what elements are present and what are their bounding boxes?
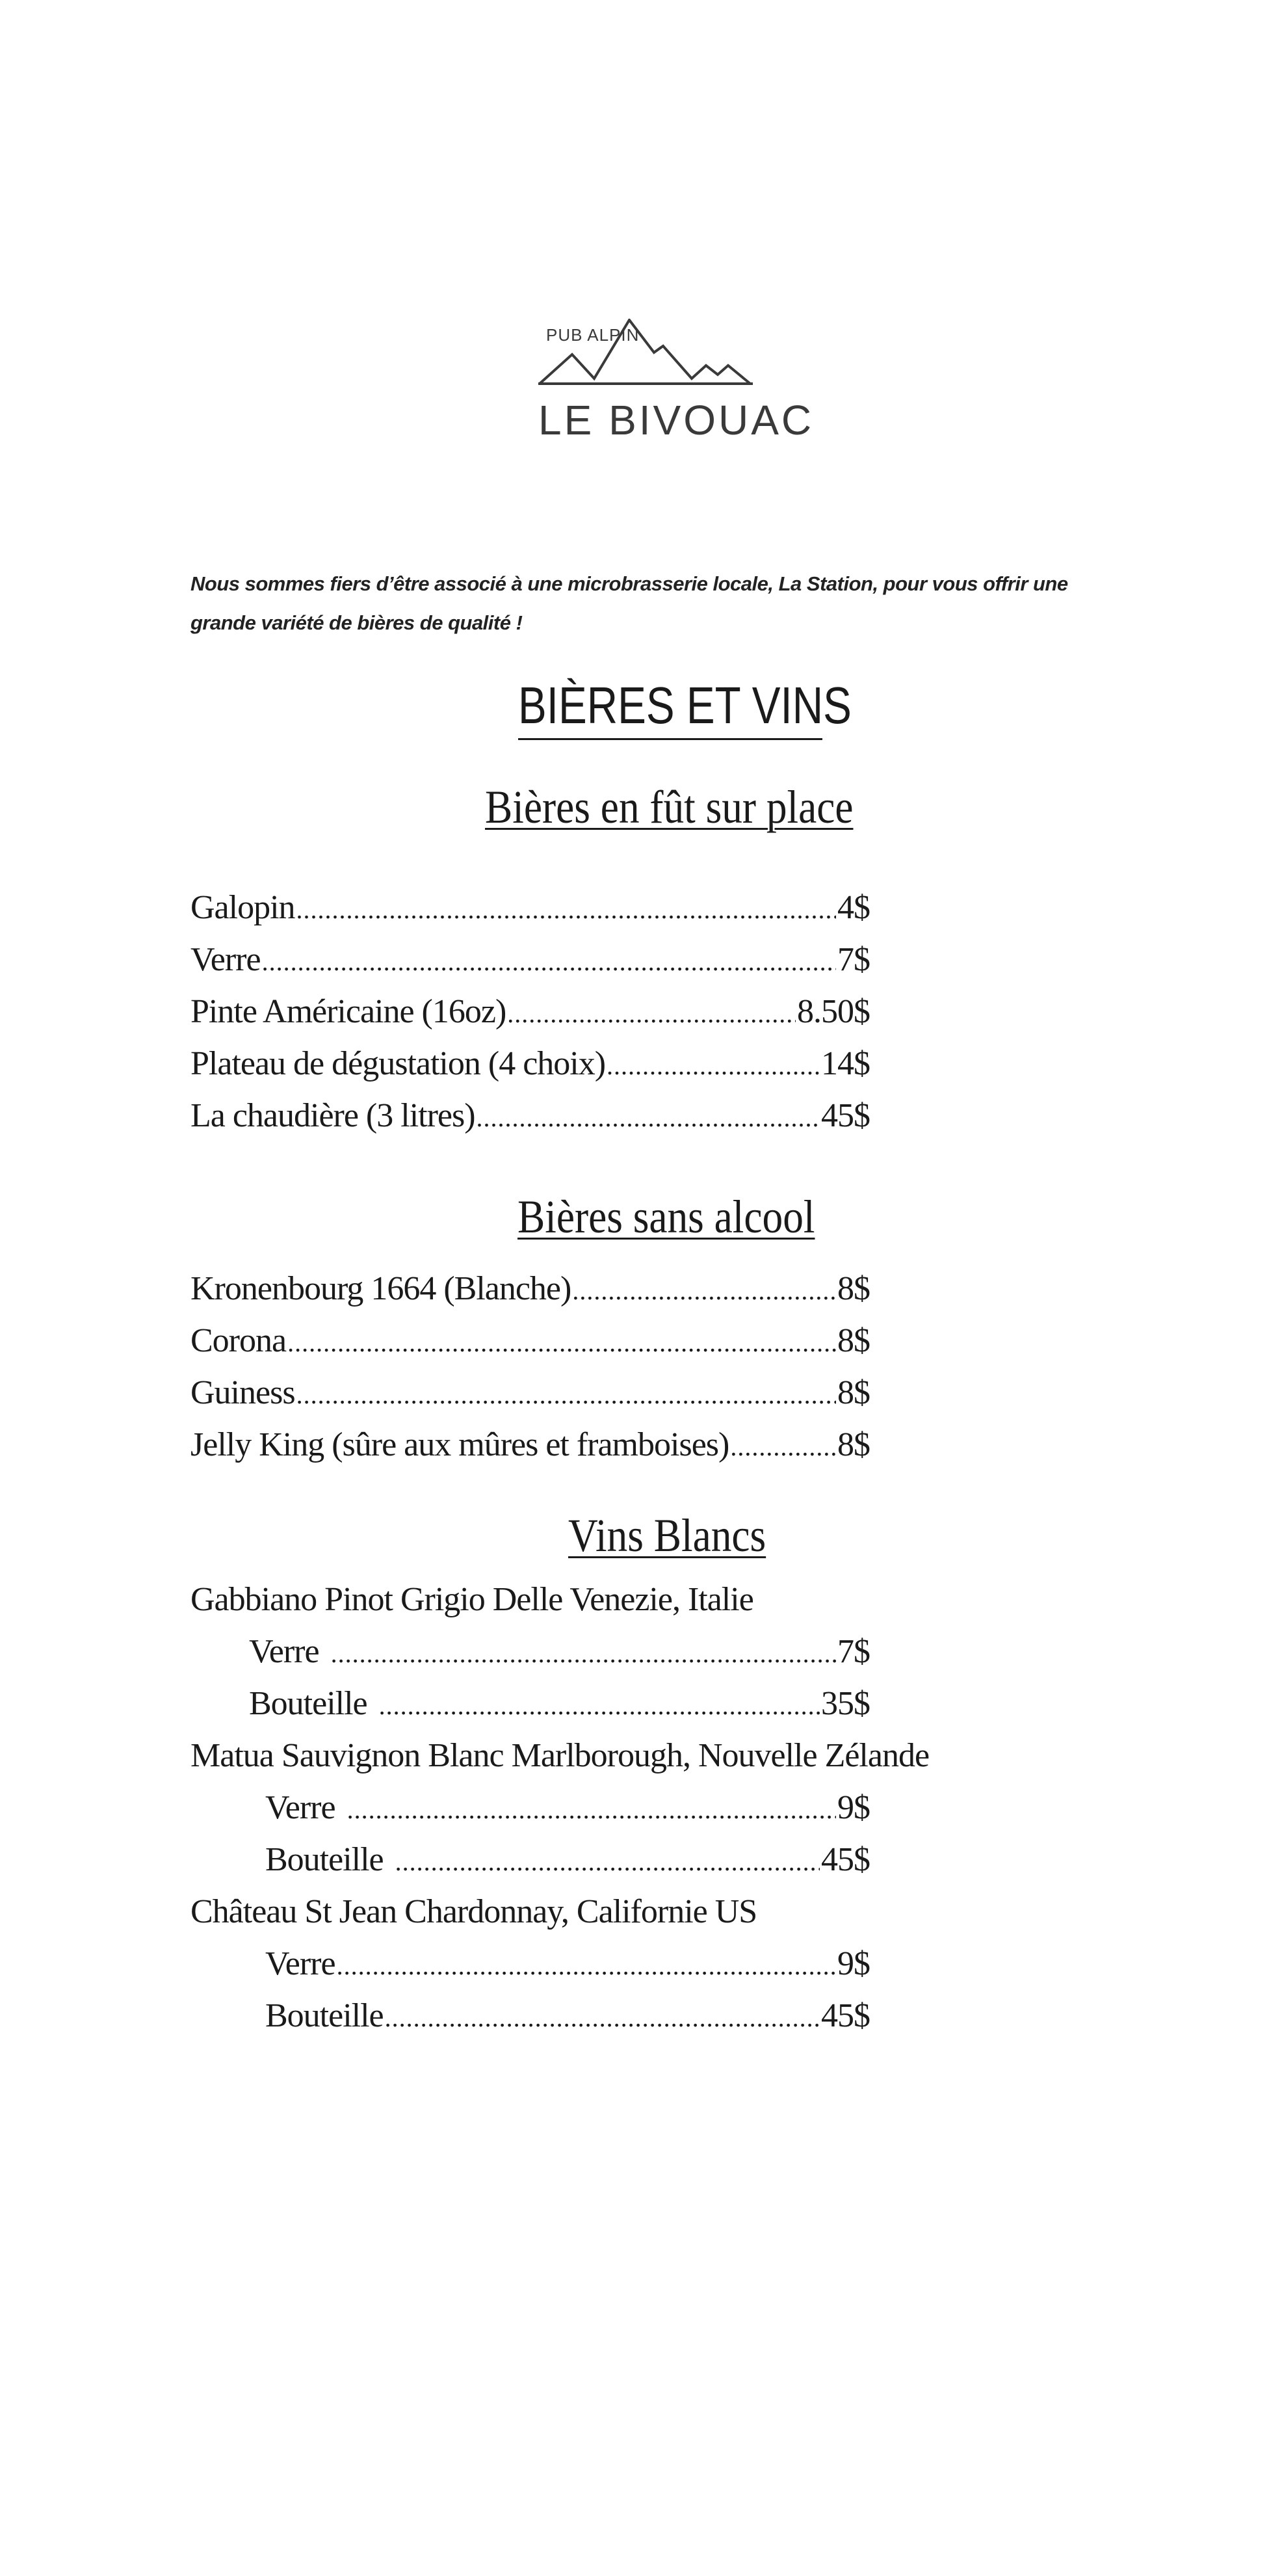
item-price: 9$ <box>837 1945 870 1982</box>
item-name: Verre <box>265 1945 335 1982</box>
dot-leader <box>262 936 836 988</box>
menu-item <box>190 1367 870 1419</box>
item-price: 7$ <box>837 1633 870 1670</box>
item-price: 45$ <box>821 1841 870 1878</box>
item-price: 14$ <box>821 1045 870 1082</box>
item-price: 9$ <box>837 1789 870 1826</box>
dot-leader <box>730 1421 836 1473</box>
item-name: Verre <box>249 1633 319 1670</box>
dot-leader <box>337 1940 836 1992</box>
menu-item <box>190 934 870 986</box>
item-price: 8$ <box>837 1270 870 1307</box>
item-name: La chaudière (3 litres) <box>190 1097 475 1134</box>
item-price: 8$ <box>837 1426 870 1463</box>
menu-item <box>265 1938 870 1990</box>
section-title-draft: Bières en fût sur place <box>485 781 854 833</box>
item-price: 4$ <box>837 889 870 926</box>
menu-item <box>190 1419 870 1471</box>
item-name: Galopin <box>190 889 295 926</box>
logo <box>538 319 824 449</box>
wine-name: Matua Sauvignon Blanc Marlborough, Nouvelle Zélande <box>190 1737 930 1774</box>
dot-leader <box>395 1836 820 1888</box>
item-price: 8$ <box>837 1374 870 1411</box>
item-price: 8.50$ <box>797 993 870 1030</box>
section-title-white-wines: Vins Blancs <box>568 1509 766 1561</box>
menu-item <box>190 1090 870 1142</box>
item-price: 45$ <box>821 1097 870 1134</box>
logo-big-text: LE BIVOUAC <box>538 397 815 444</box>
menu-item <box>265 1990 870 2042</box>
item-price: 35$ <box>821 1685 870 1722</box>
intro-text: Nous sommes fiers d’être associé à une microbrasserie locale, La Station, pour vous offrir une grande variété de bières de qualité ! <box>190 572 1068 634</box>
menu-item <box>190 882 870 934</box>
dot-leader <box>296 884 836 936</box>
menu-item <box>190 1038 870 1090</box>
page-title: BIÈRES ET VINS <box>518 676 852 734</box>
dot-leader <box>477 1092 820 1144</box>
menu-item <box>265 1834 870 1886</box>
menu-item <box>190 986 870 1038</box>
item-name: Pinte Américaine (16oz) <box>190 993 506 1030</box>
item-price: 45$ <box>821 1997 870 2034</box>
item-name: Jelly King (sûre aux mûres et framboises) <box>190 1426 729 1463</box>
item-price: 8$ <box>837 1322 870 1359</box>
mountain-icon <box>538 319 824 449</box>
wine-name: Château St Jean Chardonnay, Californie US <box>190 1893 757 1930</box>
item-name: Bouteille <box>265 1841 384 1878</box>
section-title-non-alcoholic: Bières sans alcool <box>517 1191 815 1243</box>
dot-leader <box>607 1040 820 1092</box>
item-name: Bouteille <box>265 1997 384 2034</box>
menu-item <box>249 1626 870 1678</box>
dot-leader <box>287 1317 836 1369</box>
item-name: Kronenbourg 1664 (Blanche) <box>190 1270 571 1307</box>
dot-leader <box>385 1992 820 2044</box>
item-name: Verre <box>265 1789 335 1826</box>
dot-leader <box>296 1369 836 1421</box>
item-name: Plateau de dégustation (4 choix) <box>190 1045 606 1082</box>
item-price: 7$ <box>837 941 870 978</box>
title-underline <box>518 738 822 740</box>
item-name: Verre <box>190 941 261 978</box>
wine-name: Gabbiano Pinot Grigio Delle Venezie, Italie <box>190 1581 753 1618</box>
menu-item <box>249 1678 870 1730</box>
menu-item <box>265 1782 870 1834</box>
item-name: Bouteille <box>249 1685 367 1722</box>
menu-item <box>190 1315 870 1367</box>
dot-leader <box>507 988 796 1040</box>
dot-leader <box>379 1680 820 1732</box>
logo-small-text: PUB ALPIN <box>546 325 640 345</box>
item-name: Guiness <box>190 1374 295 1411</box>
item-name: Corona <box>190 1322 287 1359</box>
dot-leader <box>347 1784 836 1836</box>
menu-item <box>190 1263 870 1315</box>
dot-leader <box>572 1265 836 1317</box>
dot-leader <box>331 1628 836 1680</box>
